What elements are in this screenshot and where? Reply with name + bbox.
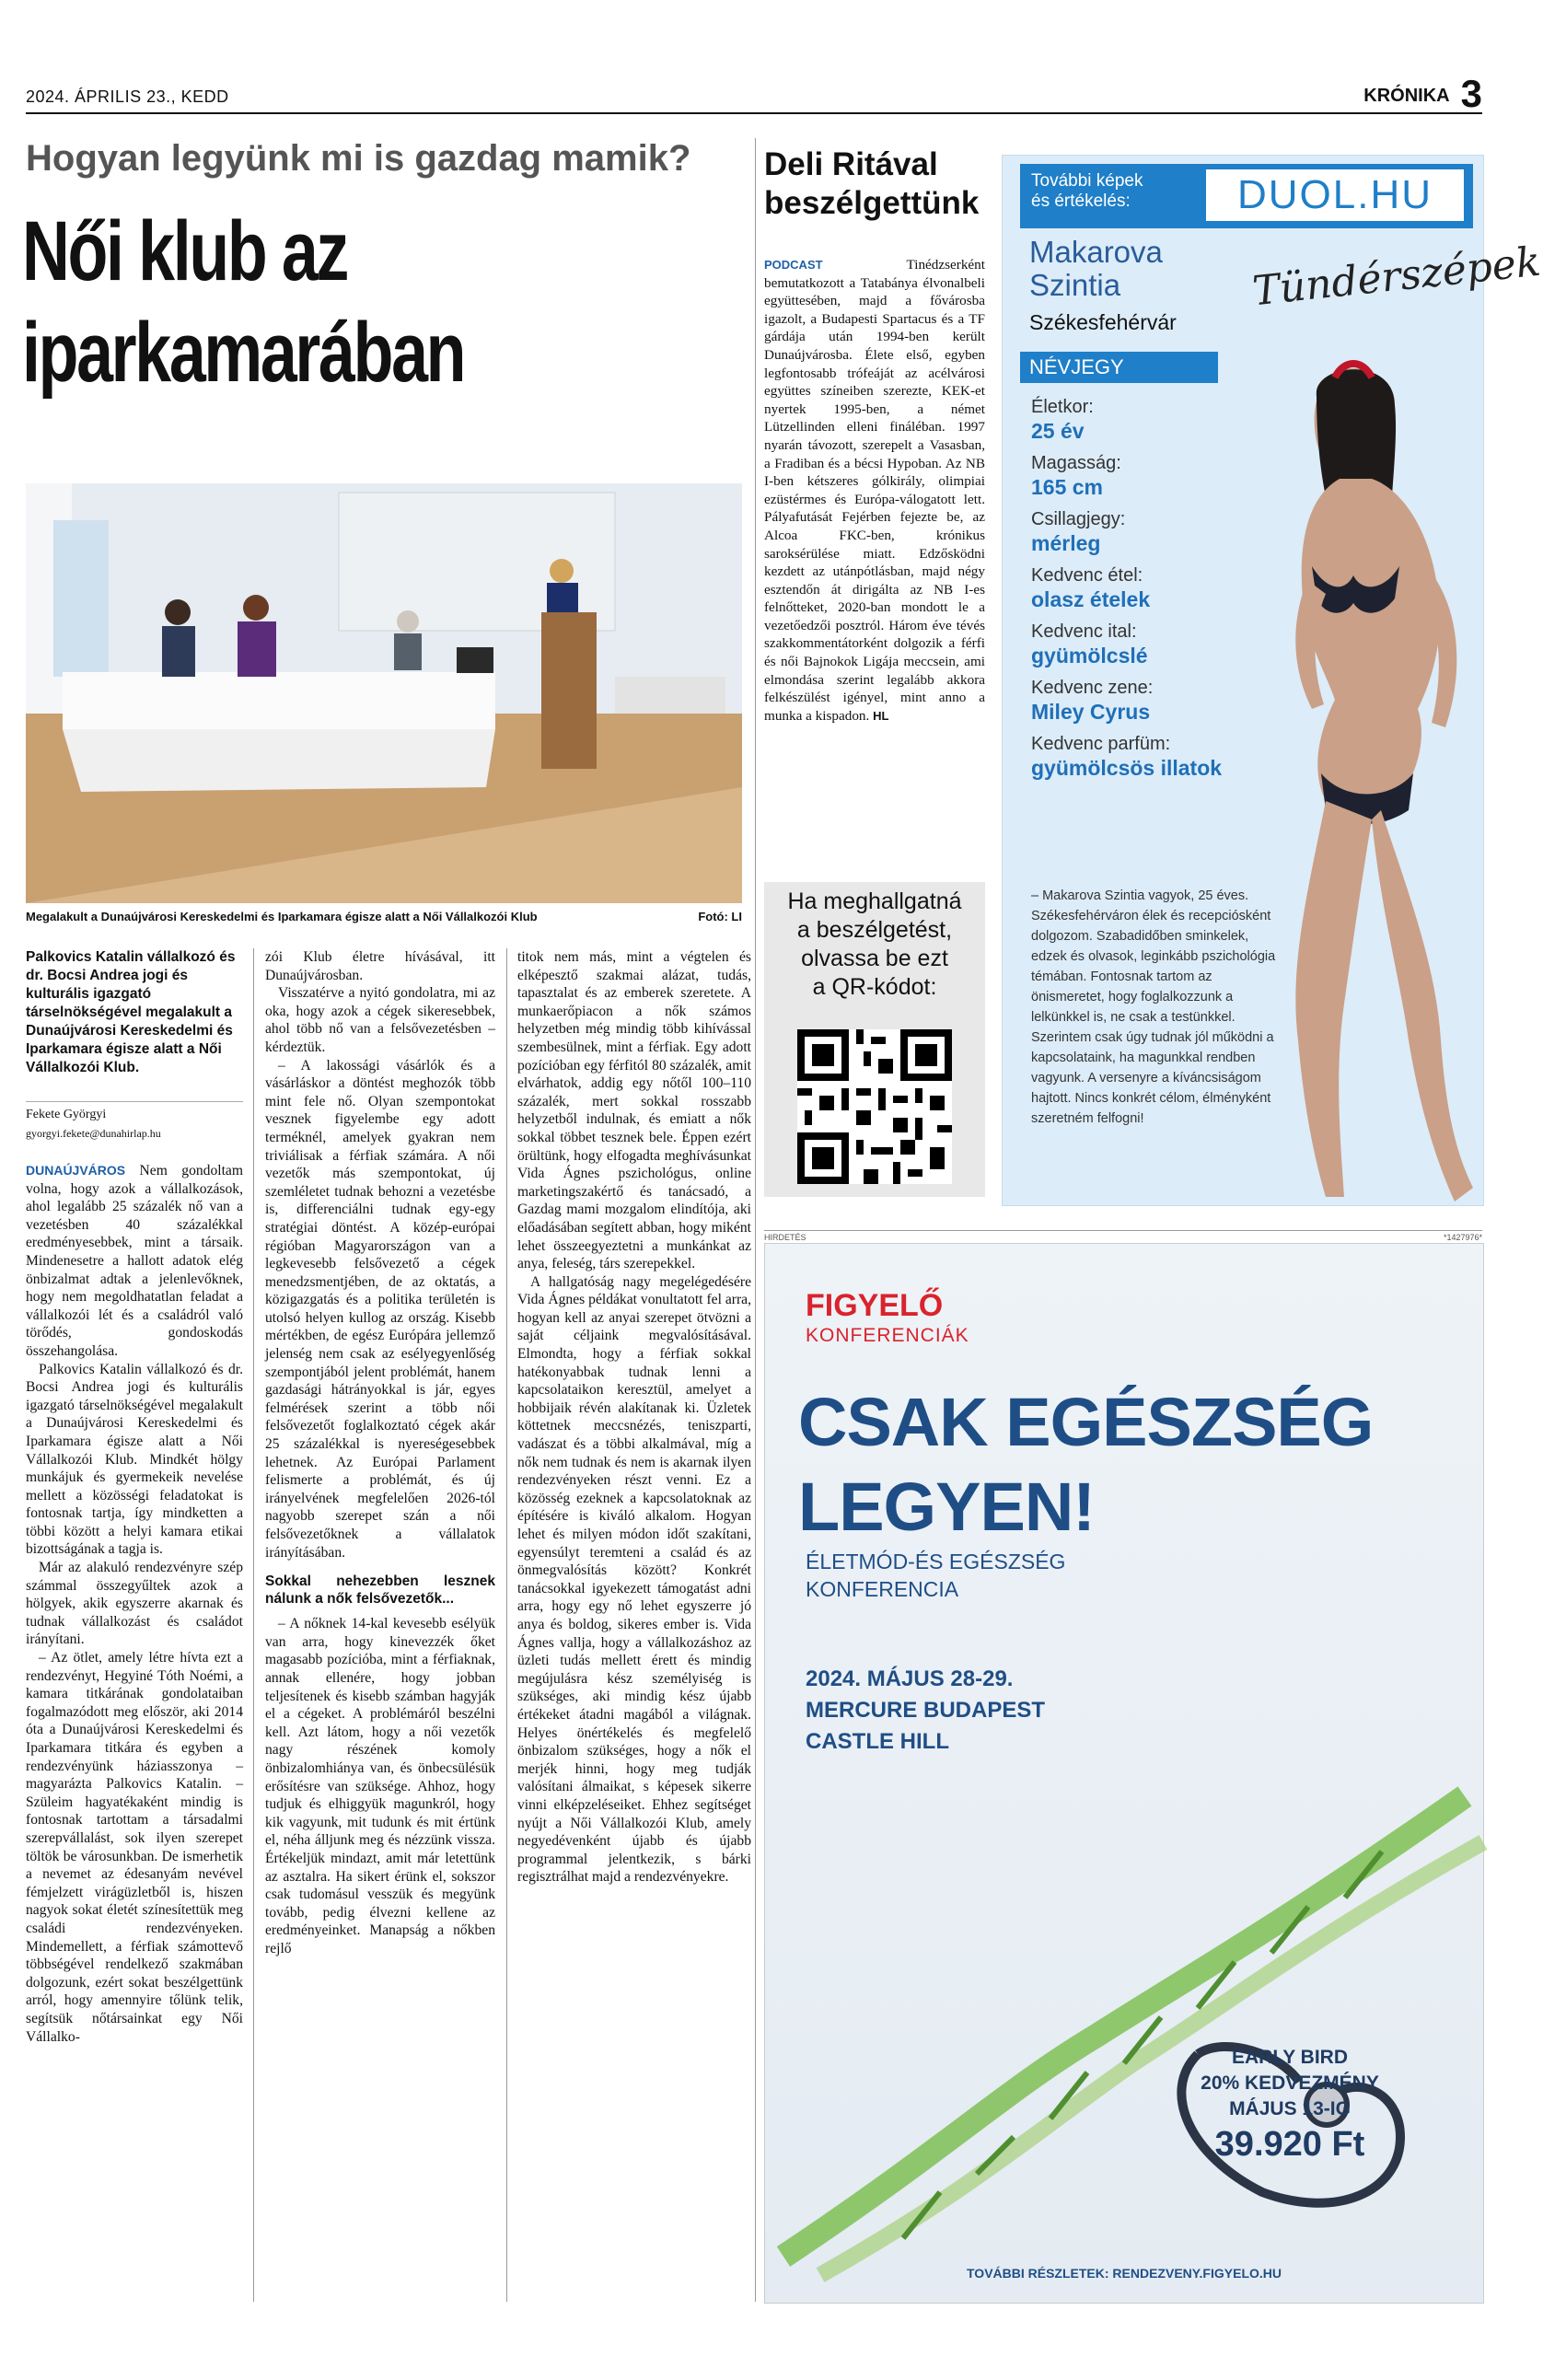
paragraph: A hallgatóság nagy megelégedésére Vida Ágnes példákat vonultatott fel arra, hogyan kell az anyai szerepet ötvözni a saját céljaink megvalósításával. Elmondta, hogy a férfiak sokkal hatékonyabbak tudnak lenni a kapcsolataikon keresztül, amelyet a hobbijaik révén alakítanak ki. Üzletek köttetnek meccsnézés, teniszparti, vadászat és a többi alkalmával, míg a nők nem tudnak és nem is akarnak ilyen rendezvényeken részt venni. Ez a közösség ezeknek a kapcsolatoknak az építésére is kiváló alkalom. Hogyan lehet és milyen módon időt szakítani, egyensúlyt teremteni a család és az önmegvalósítás között? Konkrét tanácsokkal igyekezett támogatást adni arra, hogy egy nő lehet egyszerre jó anya és boldog, sikeres ember is. Vida Ágnes vallja, hogy a vállalkozáshoz az üzleti tudás mellett érett és mindig megújulásra kész személyiség is szükséges, aki mindig kész újabb értékeket átadni magából a világnak. Helyes önértékelés és megfelelő önbizalom szükséges, hogy a nők el merjék hinni, hogy meg tudják valósítani álmaikat, s képesek sikerre vinni elképzeléseiket. Ehhez segítséget nyújt a Női Vállalkozói Klub, amely negyedévenként újabb és újabb programmal jelentkezik, s bárki regisztrálhat majd a rendezvényekre. [517,1273,751,1886]
article-lead: Palkovics Katalin vállalkozó és dr. Bocsi Andrea jogi és kulturális igazgató társelnökségével megalakult a Dunaújvárosi Kereskedelmi és Iparkamara égisze alatt a Női Vállalkozói Klub. [26,949,236,1075]
advertisement[interactable] [764,1243,1484,2304]
column-divider [253,948,254,2302]
early-bird-offer: EARLY BIRD 20% KEDVEZMÉNY MÁJUS 13-IG 39.920 Ft [1152,2045,1428,2166]
profile-card-banner [1020,164,1473,228]
ad-brand: FIGYELŐ [806,1288,944,1323]
qr-prompt: Ha meghallgatná a beszélgetést, olvassa be ezt a QR-kódot: [787,888,962,1000]
fact-item: Kedvenc parfüm: gyümölcsös illatok [1031,734,1223,780]
profile-quote: – Makarova Szintia vagyok, 25 éves. Székesfehérváron élek és recepciósként dolgozom. Szabadidőben sminkelek, edzek és olvasok, leginkább pszichológia témában. Fontosnak tartom az önismeretet, hogy foglalkozzunk a lelkünkkel is, ne csak a testünkkel. Szerintem csak úgy tudnak jól működni a kapcsolataink, ha magunkkal rendben vagyunk. A versenyre a kíváncsiságom hajtott. Nincs konkrét célom, élményként szeretném felfogni! [1031,888,1276,1126]
section-label [1363,72,1482,115]
profile-name: Makarova Szintia [1029,235,1163,302]
fact-item: Magasság: 165 cm [1031,453,1121,499]
paragraph: DUNAÚJVÁROS Nem gondoltam volna, hogy azok a vállalkozások, ahol legalább 25 százalék nő van a vezetésben 40 százalékkal eredményesebbek, mint a társaik. Mindenesetre a hallott adatok elég önbizalmat adtak a jelenlevőknek, hogy nem megoldhatatlan feladat a vállalkozói lét és a családról való törődés, gondoskodás összehangolása. [26,1163,243,1359]
ad-brand-sub: KONFERENCIÁK [806,1325,969,1346]
series-logo: Tündérszépek [1250,238,1543,316]
article-headline [22,201,755,403]
conference-photo-illustration [26,483,742,903]
ad-label-row [764,1230,1482,1242]
headline-line-1: Női klub az [22,204,348,298]
article-column-2 [265,948,495,1957]
paragraph: Palkovics Katalin vállalkozó és dr. Bocsi Andrea jogi és kulturális igazgató társelnökségével megalakult a Dunaújvárosi Kereskedelmi és Iparkamara égisze alatt a Női Vállalkozói Klub. Mindkét hölgy munkájuk és gyermekeik nevelése mellett a közösségi feladatokat is fontosnak tartja, így mindketten a többi között a helyi kamara etikai bizottságának a tagja is. [26,1361,243,1558]
headline-line-2: iparkamarában [22,306,465,400]
article-photo [26,483,742,903]
ad-subtitle: ÉLETMÓD-ÉS EGÉSZSÉG KONFERENCIA [806,1550,1066,1601]
photo-caption [26,910,742,923]
issue-date: 2024. ÁPRILIS 23., KEDD [26,87,229,106]
ad-code: *1427976* [1443,1233,1482,1242]
ad-event-details: 2024. MÁJUS 28-29. MERCURE BUDAPEST CASTLE HILL [806,1666,1046,1754]
author-name: Fekete Györgyi [26,1108,107,1121]
author-block [26,1101,243,1143]
article-kicker: Hogyan legyünk mi is gazdag mamik? [26,138,691,179]
ad-title: CSAK EGÉSZSÉG LEGYEN! [798,1384,1374,1545]
article-column-1 [26,1162,243,2046]
column-divider [755,138,756,2302]
article-column-3 [517,948,751,1887]
more-images-label: További képek és értékelés: [1031,171,1143,211]
page-number: 3 [1460,72,1482,115]
qr-code[interactable] [797,1029,952,1184]
paragraph: Visszatérve a nyitó gondolatra, mi az oka, hogy azok a cégek sikeresebbek, ahol több nő van a felsővezetésben – kérdeztük. [265,985,495,1055]
site-link[interactable]: DUOL.HU [1206,169,1464,221]
section-name: KRÓNIKA [1363,86,1450,106]
profile-city: Székesfehérvár [1029,310,1177,334]
fact-item: Kedvenc ital: gyümölcslé [1031,621,1148,668]
podcast-tag: PODCAST [764,258,823,272]
paragraph: – Az ötlet, amely létre hívta ezt a rendezvényt, Hegyiné Tóth Noémi, a kamara titkárának gondolataiban fogalmazódott meg először, aki 2014 óta a Dunaújvárosi Kereskedelmi és Iparkamara titkára és egyben a rendezvényünk háziasszonya – magyarázta Palkovics Katalin. – Szüleim hagyatékaként mindig is fontosnak tartottam a társadalmi szerepvállalást, sok ilyen szerepet töltök be városunkban. De ismerhetik a nevemet az édesanyám nevével fémjelzett virágüzletből is, hiszen nagyok sokat életét színesítettük meg családi rendezvényeken. Mindemellett, a férfiak számottevő többségével rendelkező szakmában dolgozunk, ezért sokat beszélgettünk arról, hogy amennyire tőlünk telik, segítsük nőtársainkat egy Női Vállalko- [26,1650,243,2045]
podcast-signature: HL [873,708,889,723]
column-divider [506,948,507,2302]
caption-text: Megalakult a Dunaújvárosi Kereskedelmi és Iparkamara égisze alatt a Női Vállalkozói Klub [26,910,538,923]
page-header [26,72,1482,115]
paragraph: zói Klub életre hívásával, itt Dunaújvárosban. [265,949,495,983]
dna-leaf-illustration [765,1759,1483,2275]
paragraph: – A lakossági vásárlók és a vásárláskor a döntést meghozók több mint fele nő. Olyan szempontokat vesznek figyelembe egy adott terméknél, amelyek gyakran nem triviálisak a férfiak számára. A női vezetők más szempontokat, új szemléletet tudnak behozni a vezetésbe is, differenciálni tudnak egy-egy stratégiai döntést. A közép-európai régióban Magyarországon van a legkevesebb felsővezető a cégek menedzsmentjében, de az oktatás, a közigazgatás és a politika területén is utolsó helyen kullog az ország. Kisebb mértékben, de egész Európára jellemző jelenség nem csak az esélyegyenlőség szempontjából jelent problémát, hanem gazdasági hátrányokkal is jár, egyes felmérések szerint a több női felsővezetőt foglalkoztató cégek akár 25 százalékkal is nyereségesebbek lehetnek. Az Európai Parlament felismerte a problémát, és új irányelvének megfelelően 2026-tól nagyobb szerepet szán a női felsővezetőknek a vállalatok irányításában. [265,1057,495,1561]
paragraph: Már az alakuló rendezvényre szép számmal összegyűltek azok a hölgyek, akik egyszerre akarnak és tudnak vállalkozást és családot irányítani. [26,1560,243,1648]
ad-more-info-link[interactable]: TOVÁBBI RÉSZLETEK: RENDEZVENY.FIGYELO.HU [967,2266,1282,2281]
dateline: DUNAÚJVÁROS [26,1163,126,1178]
paragraph: – A nőknek 14-kal kevesebb esélyük van arra, hogy kinevezzék őket magasabb pozícióba, mint a férfiaknak, annak ellenére, hogy jobban teljesítenek és kisebb számban hagyják el a cégeket. A problémáról beszélni kell. Azt látom, hogy a női vezetők nagy részének komoly önbizalomhiánya van, és önbecsülésük erősítésre van szüksége. Ahhoz, hogy tudjuk és elhiggyük magunkról, hogy kik vagyunk, mit tudunk és mit értünk el, néha álljunk meg és nézzünk vissza. Értékeljük mindazt, amit már letettünk az asztalra. Ha sikert érünk el, sokszor csak tudomásul vesszük és megyünk tovább, pedig élvezni kellene az eredményeinket. Manapság a nőkben rejlő [265,1616,495,1956]
photo-credit: Fotó: LI [698,910,742,923]
fact-item: Kedvenc étel: olasz ételek [1031,565,1151,611]
article-subheading: Sokkal nehezebben lesznek nálunk a nők felsővezetők... [265,1573,495,1608]
ad-price: 39.920 Ft [1214,2125,1365,2164]
fact-item: Csillagjegy: mérleg [1031,509,1126,555]
fact-item: Életkor: 25 év [1031,397,1094,443]
podcast-heading: Deli Ritával beszélgettünk [764,146,980,221]
profile-facts [1031,396,1252,789]
model-silhouette [1224,341,1491,1225]
model-photo [1224,341,1491,1225]
fact-item: Kedvenc zene: Miley Cyrus [1031,678,1154,724]
qr-code-icon [797,1029,952,1184]
podcast-text: PODCAST Tinédzserként bemutatkozott a Tatabánya élvonalbeli együttesében, majd a fővárosba igazolt, a Budapesti Spartacus és a TF gárdája után 1994-ben került Dunaújvárosba. Élete első, egyben legfontosabb trófeáját az acélvárosi együttes színeiben szerezte, KEK-et nyertek 1995-ben, a német Lützellinden elleni fináléban. 1997 nyarán távozott, szerepelt a Vasasban, a Fradiban és a bécsi Hypoban. Az NB I-ben kétszeres gólkirály, olimpiai ezüstérmes és Európa-válogatott lett. Pályafutását Fejérben fejezte be, az Alcoa FKC-ben, krónikus saroksérülése miatt. Edzősködni kezdett az utánpótlásban, majd négy esztendőn át dirigálta az NB I-es felnőtteket, 2020-ban mondott le a vezetőedzői posztról. Három éve tévés szakkommentátorként dolgozik a férfi és női Bajnokok Ligája meccsein, ami elmondása szerint legalább akkora felkészülést igényel, mint anno a munka a kispadon. HL [764,257,985,724]
card-title: NÉVJEGY [1020,352,1218,383]
paragraph: titok nem más, mint a végtelen és elképesztő szakmai alázat, tudás, tapasztalat és az emberek szeretete. A munkaerőpiacon a nők számos helyzetben még mindig több kihívással szembesülnek, mint a férfiak. Egy adott pozícióban egy férfitól 80 százalék, amit elvárhatok, addig egy nőtől 100–110 százalék, mert sokkal rosszabb helyzetből indulnak, és emiatt a nők sokkal többet tesznek bele. Éppen ezért örültünk, hogy elfogadta meghívásunkat Vida Ágnes pszichológus, online marketingszakértő és tanácsadó, a Gazdag mami mozgalom elindítója, aki előadásában segített abban, hogy miként lehet összeegyeztetni a munkánkat az anya, feleség, társ szerepekkel. [517,949,751,1272]
ad-label: HIRDETÉS [764,1233,806,1242]
author-email[interactable]: gyorgyi.fekete@dunahirlap.hu [26,1127,161,1140]
